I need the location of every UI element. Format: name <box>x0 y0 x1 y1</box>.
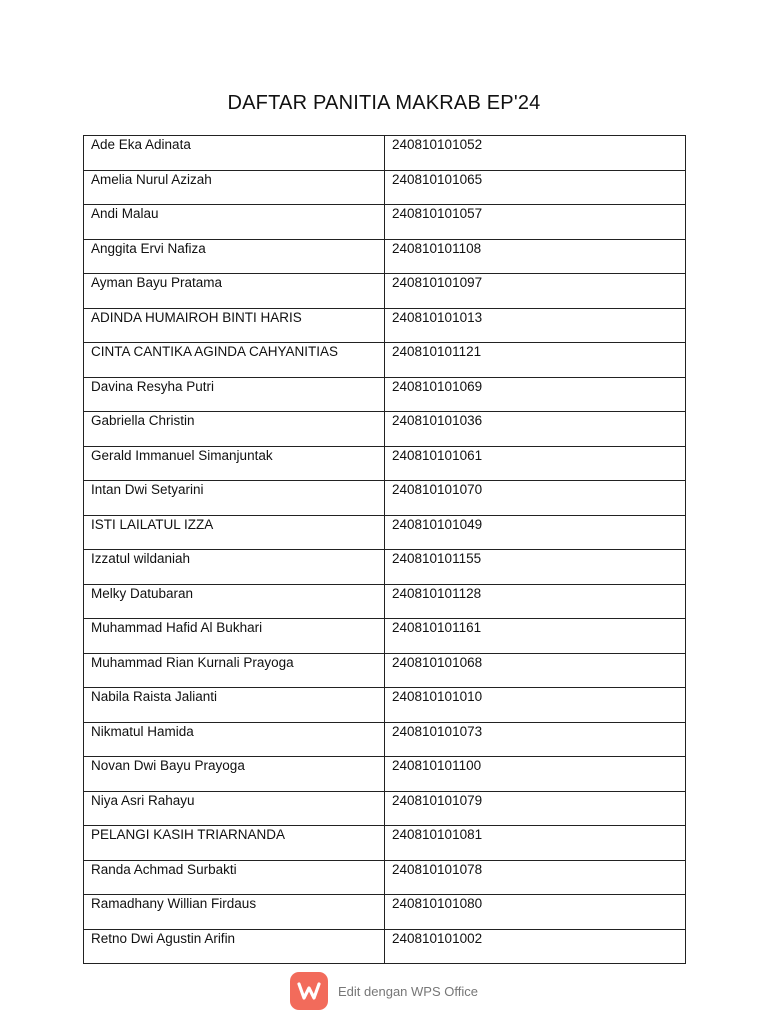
member-id-cell: 240810101128 <box>385 584 686 619</box>
table-row <box>84 446 686 481</box>
member-name-cell: Amelia Nurul Azizah <box>84 170 385 205</box>
member-name-cell: Novan Dwi Bayu Prayoga <box>84 757 385 792</box>
table-row <box>84 791 686 826</box>
member-name-cell: Muhammad Rian Kurnali Prayoga <box>84 653 385 688</box>
table-row <box>84 619 686 654</box>
member-name-cell: Intan Dwi Setyarini <box>84 481 385 516</box>
member-name-cell: CINTA CANTIKA AGINDA CAHYANITIAS <box>84 343 385 378</box>
table-row <box>84 308 686 343</box>
table-row <box>84 481 686 516</box>
member-id-cell: 240810101155 <box>385 550 686 585</box>
committee-table <box>83 135 686 964</box>
member-name-cell: Ayman Bayu Pratama <box>84 274 385 309</box>
member-id-cell: 240810101057 <box>385 205 686 240</box>
member-name-cell: Gerald Immanuel Simanjuntak <box>84 446 385 481</box>
member-id-cell: 240810101070 <box>385 481 686 516</box>
table-row <box>84 550 686 585</box>
member-name-cell: Nabila Raista Jalianti <box>84 688 385 723</box>
table-row <box>84 653 686 688</box>
member-name-cell: PELANGI KASIH TRIARNANDA <box>84 826 385 861</box>
member-id-cell: 240810101036 <box>385 412 686 447</box>
member-name-cell: Davina Resyha Putri <box>84 377 385 412</box>
member-name-cell: Izzatul wildaniah <box>84 550 385 585</box>
table-row <box>84 515 686 550</box>
wps-w-glyph <box>297 981 321 1001</box>
table-row <box>84 584 686 619</box>
member-id-cell: 240810101069 <box>385 377 686 412</box>
table-row <box>84 826 686 861</box>
member-name-cell: Andi Malau <box>84 205 385 240</box>
member-name-cell: Ade Eka Adinata <box>84 136 385 171</box>
member-id-cell: 240810101013 <box>385 308 686 343</box>
member-id-cell: 240810101073 <box>385 722 686 757</box>
table-row <box>84 170 686 205</box>
document-title: DAFTAR PANITIA MAKRAB EP'24 <box>227 92 541 114</box>
member-id-cell: 240810101161 <box>385 619 686 654</box>
table-row <box>84 136 686 171</box>
member-id-cell: 240810101052 <box>385 136 686 171</box>
wps-footer[interactable] <box>0 972 768 1010</box>
member-name-cell: Niya Asri Rahayu <box>84 791 385 826</box>
member-name-cell: Nikmatul Hamida <box>84 722 385 757</box>
member-id-cell: 240810101100 <box>385 757 686 792</box>
member-name-cell: Gabriella Christin <box>84 412 385 447</box>
wps-office-icon[interactable] <box>290 972 328 1010</box>
member-name-cell: Anggita Ervi Nafiza <box>84 239 385 274</box>
member-id-cell: 240810101002 <box>385 929 686 964</box>
table-row <box>84 205 686 240</box>
table-row <box>84 757 686 792</box>
table-row <box>84 239 686 274</box>
table-row <box>84 274 686 309</box>
member-id-cell: 240810101078 <box>385 860 686 895</box>
member-id-cell: 240810101081 <box>385 826 686 861</box>
member-name-cell: Retno Dwi Agustin Arifin <box>84 929 385 964</box>
member-id-cell: 240810101065 <box>385 170 686 205</box>
table-row <box>84 343 686 378</box>
member-id-cell: 240810101079 <box>385 791 686 826</box>
table-row <box>84 722 686 757</box>
member-id-cell: 240810101061 <box>385 446 686 481</box>
member-name-cell: Muhammad Hafid Al Bukhari <box>84 619 385 654</box>
table-row <box>84 895 686 930</box>
committee-table-body <box>84 136 686 964</box>
table-row <box>84 929 686 964</box>
member-name-cell: Ramadhany Willian Firdaus <box>84 895 385 930</box>
table-row <box>84 412 686 447</box>
member-name-cell: Melky Datubaran <box>84 584 385 619</box>
member-name-cell: ISTI LAILATUL IZZA <box>84 515 385 550</box>
member-id-cell: 240810101108 <box>385 239 686 274</box>
member-id-cell: 240810101080 <box>385 895 686 930</box>
member-id-cell: 240810101049 <box>385 515 686 550</box>
member-id-cell: 240810101121 <box>385 343 686 378</box>
wps-footer-text[interactable]: Edit dengan WPS Office <box>338 983 478 999</box>
table-row <box>84 688 686 723</box>
member-name-cell: Randa Achmad Surbakti <box>84 860 385 895</box>
table-row <box>84 377 686 412</box>
member-name-cell: ADINDA HUMAIROH BINTI HARIS <box>84 308 385 343</box>
member-id-cell: 240810101010 <box>385 688 686 723</box>
table-row <box>84 860 686 895</box>
member-id-cell: 240810101097 <box>385 274 686 309</box>
member-id-cell: 240810101068 <box>385 653 686 688</box>
